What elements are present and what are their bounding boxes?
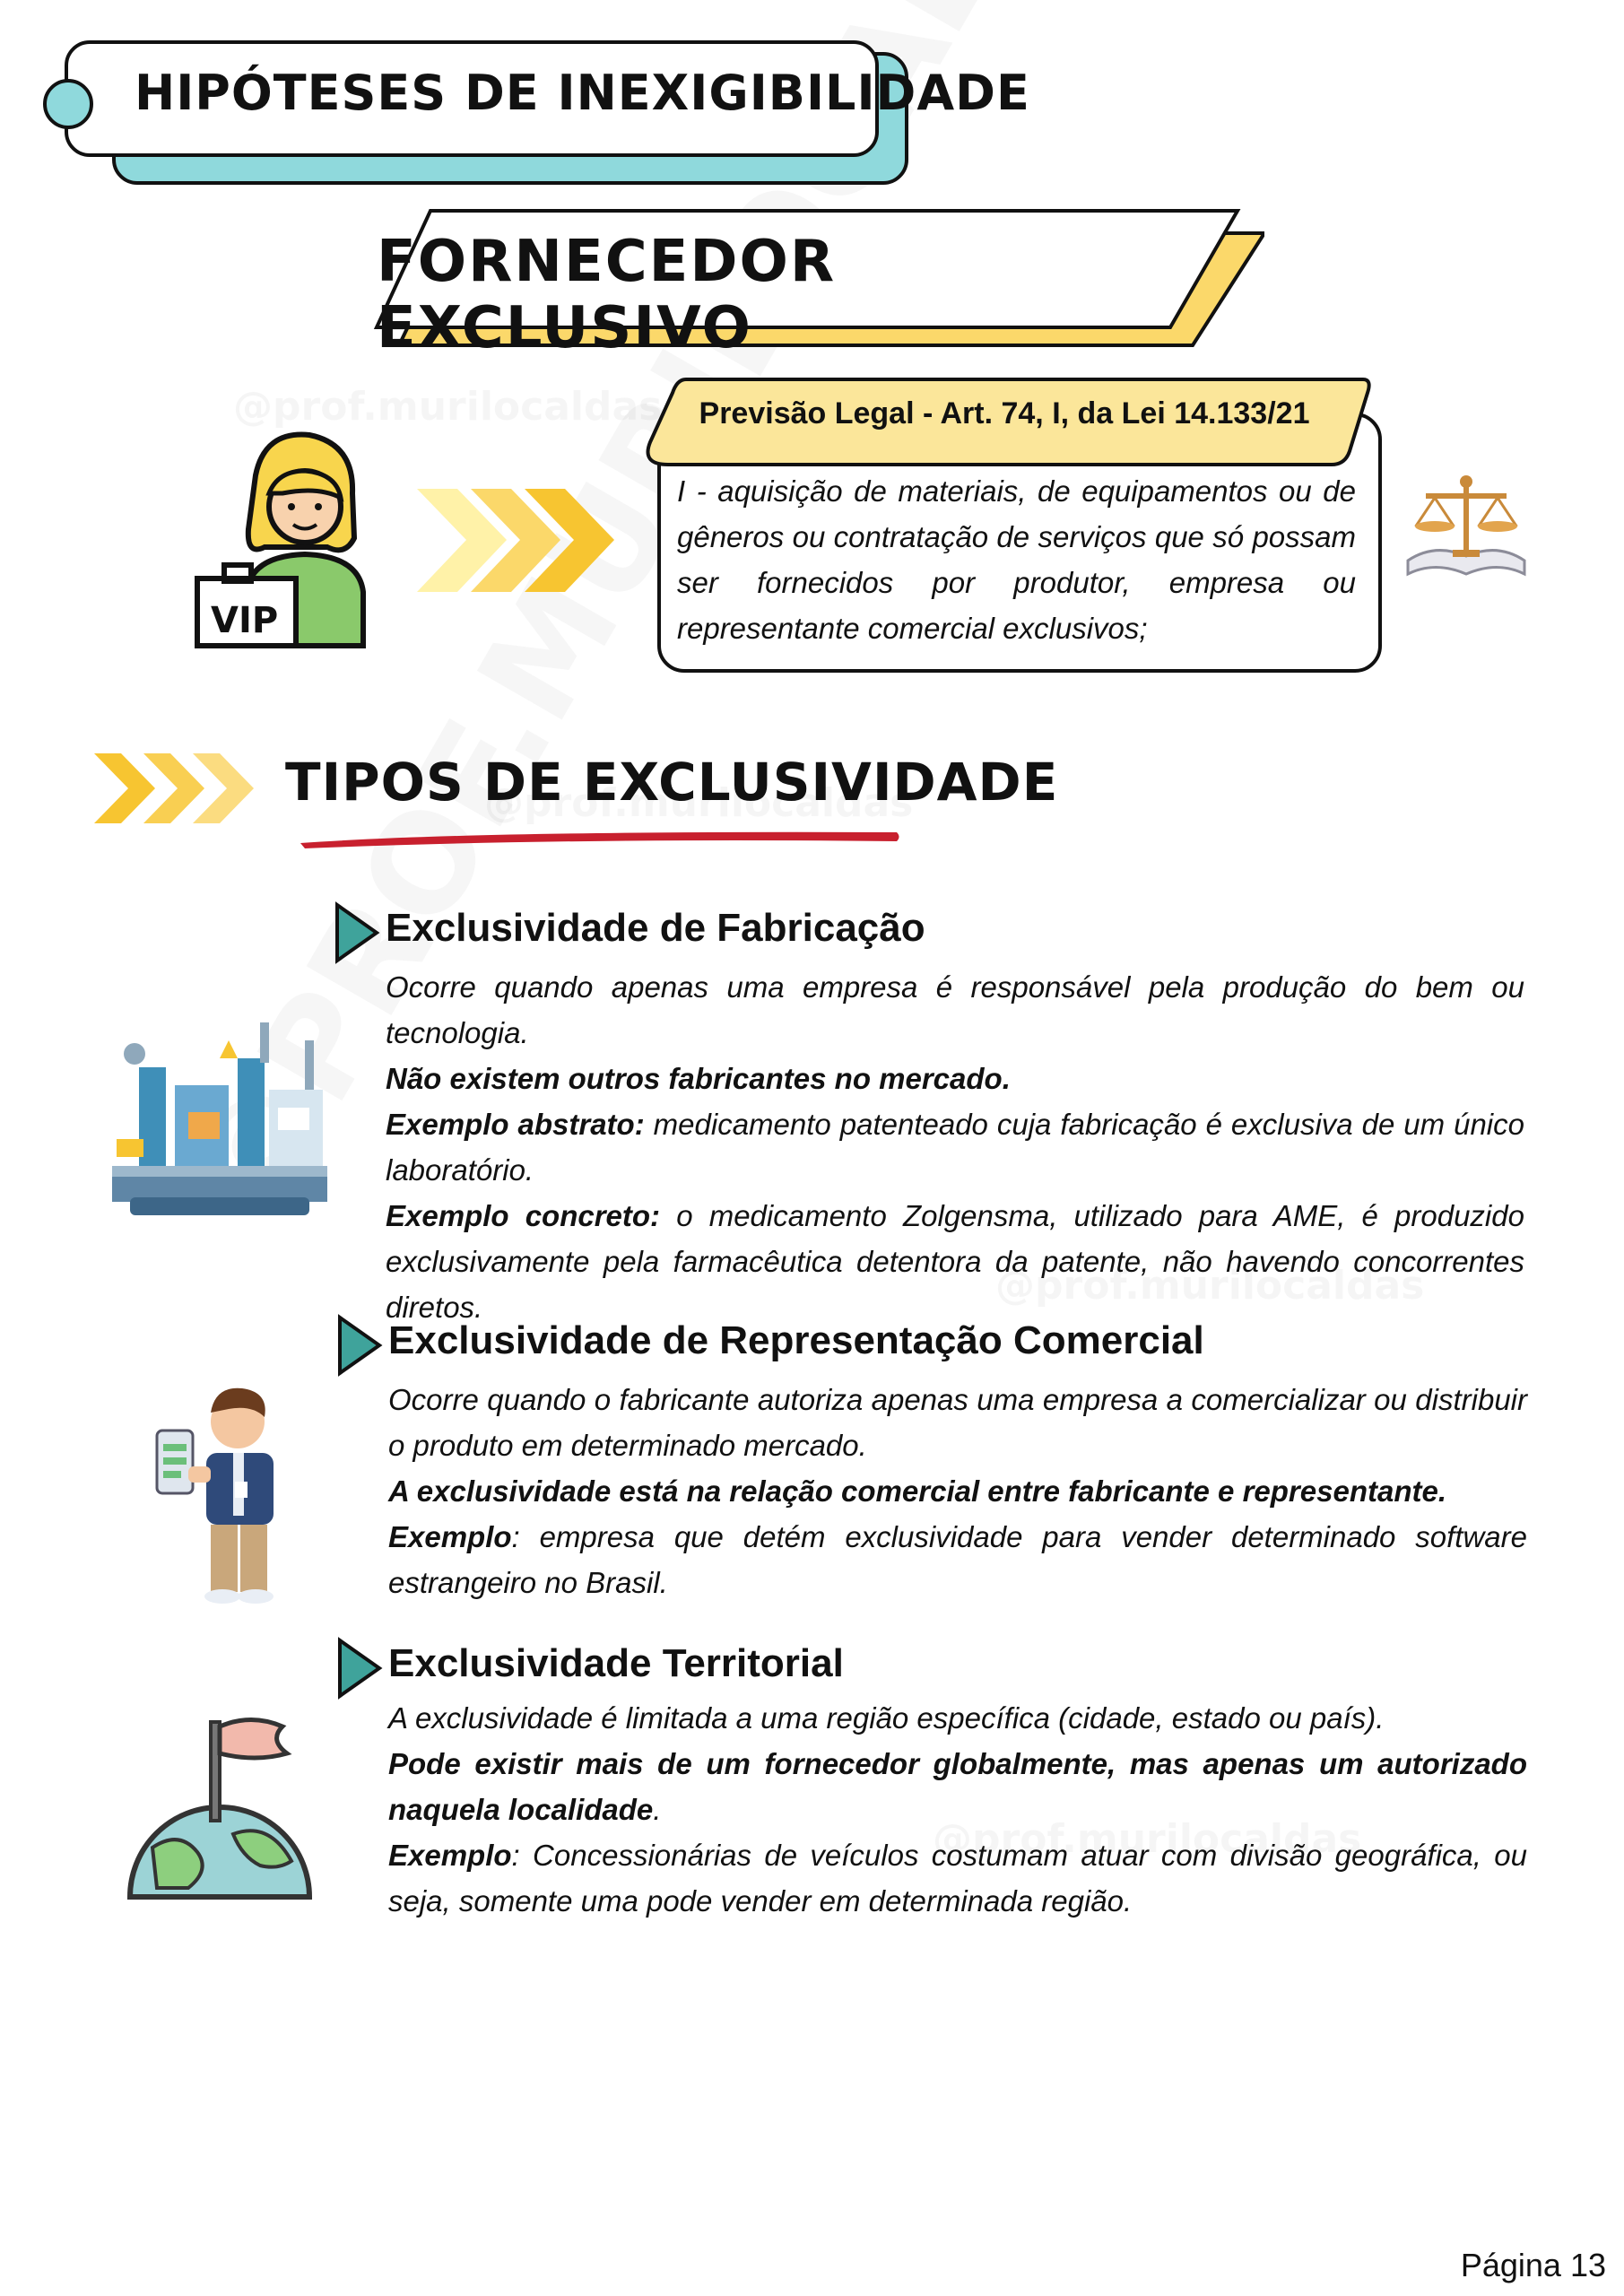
section1-body [386,964,1524,1330]
section3-p2-end: . [653,1793,662,1826]
section1-ex-text: medicamento patenteado cuja fabricação é exclusiva de um único laboratório. [386,1108,1524,1187]
salesman-icon [152,1381,305,1614]
banner-title: FORNECEDOR EXCLUSIVO [377,229,837,361]
section3-ex-label: Exemplo [388,1839,512,1872]
section1-ex2-text: o medicamento Zolgensma, utilizado para AME, é produzido exclusivamente pela farmacêutica detentora da patente, não havendo concorrentes diretos. [386,1199,1524,1324]
section2-ex-text: : empresa que detém exclusividade para vender determinado software estrangeiro no Brasil. [388,1520,1527,1599]
header-dot [43,79,93,129]
factory-icon [103,1004,336,1220]
section2-ex-label: Exemplo [388,1520,512,1553]
types-title: TIPOS DE EXCLUSIVIDADE [285,752,1059,813]
types-chevrons-icon [94,753,265,823]
section1-ex2-label: Exemplo concreto: [386,1199,661,1232]
section1-title: Exclusividade de Fabricação [386,906,925,950]
section3-triangle-icon [336,1637,383,1700]
section1-ex-label: Exemplo abstrato: [386,1108,645,1141]
page-number: Página 13 [1460,2247,1606,2283]
section2-triangle-icon [336,1314,383,1377]
page-heading: HIPÓTESES DE INEXIGIBILIDADE [135,65,1030,121]
scales-book-icon [1399,471,1533,583]
legal-text: I - aquisição de materiais, de equipamentos ou de gêneros ou contratação de serviços que só possam ser fornecidos por produtor, empresa ou representante comercial exclusivos; [677,474,1356,645]
section1-triangle-icon [334,901,380,964]
section2-body [388,1377,1527,1605]
section2-title: Exclusividade de Representação Comercial [388,1318,1204,1362]
section2-p1: Ocorre quando o fabricante autoriza apenas uma empresa a comercializar ou distribuir o produto em determinado mercado. [388,1383,1527,1462]
section3-title: Exclusividade Territorial [388,1641,844,1685]
section2-p2: A exclusividade está na relação comercial entre fabricante e representante. [388,1474,1446,1508]
section3-ex-text: : Concessionárias de veículos costumam atuar com divisão geográfica, ou seja, somente uma pode vender em determinada região. [388,1839,1527,1918]
section3-p2: Pode existir mais de um fornecedor globalmente, mas apenas um autorizado naquela localidade [388,1747,1527,1826]
section3-body [388,1695,1527,1924]
globe-flag-icon [126,1713,318,1901]
section3-p1: A exclusividade é limitada a uma região específica (cidade, estado ou país). [388,1701,1385,1735]
vip-person-icon [193,422,390,655]
section1-p1: Ocorre quando apenas uma empresa é responsável pela produção do bem ou tecnologia. [386,970,1524,1049]
legal-label: Previsão Legal - Art. 74, I, da Lei 14.133/21 [699,396,1310,430]
vip-label: VIP [211,600,279,641]
types-underline [296,823,906,850]
chevrons-icon [417,489,623,592]
section1-p2: Não existem outros fabricantes no mercado. [386,1062,1011,1095]
